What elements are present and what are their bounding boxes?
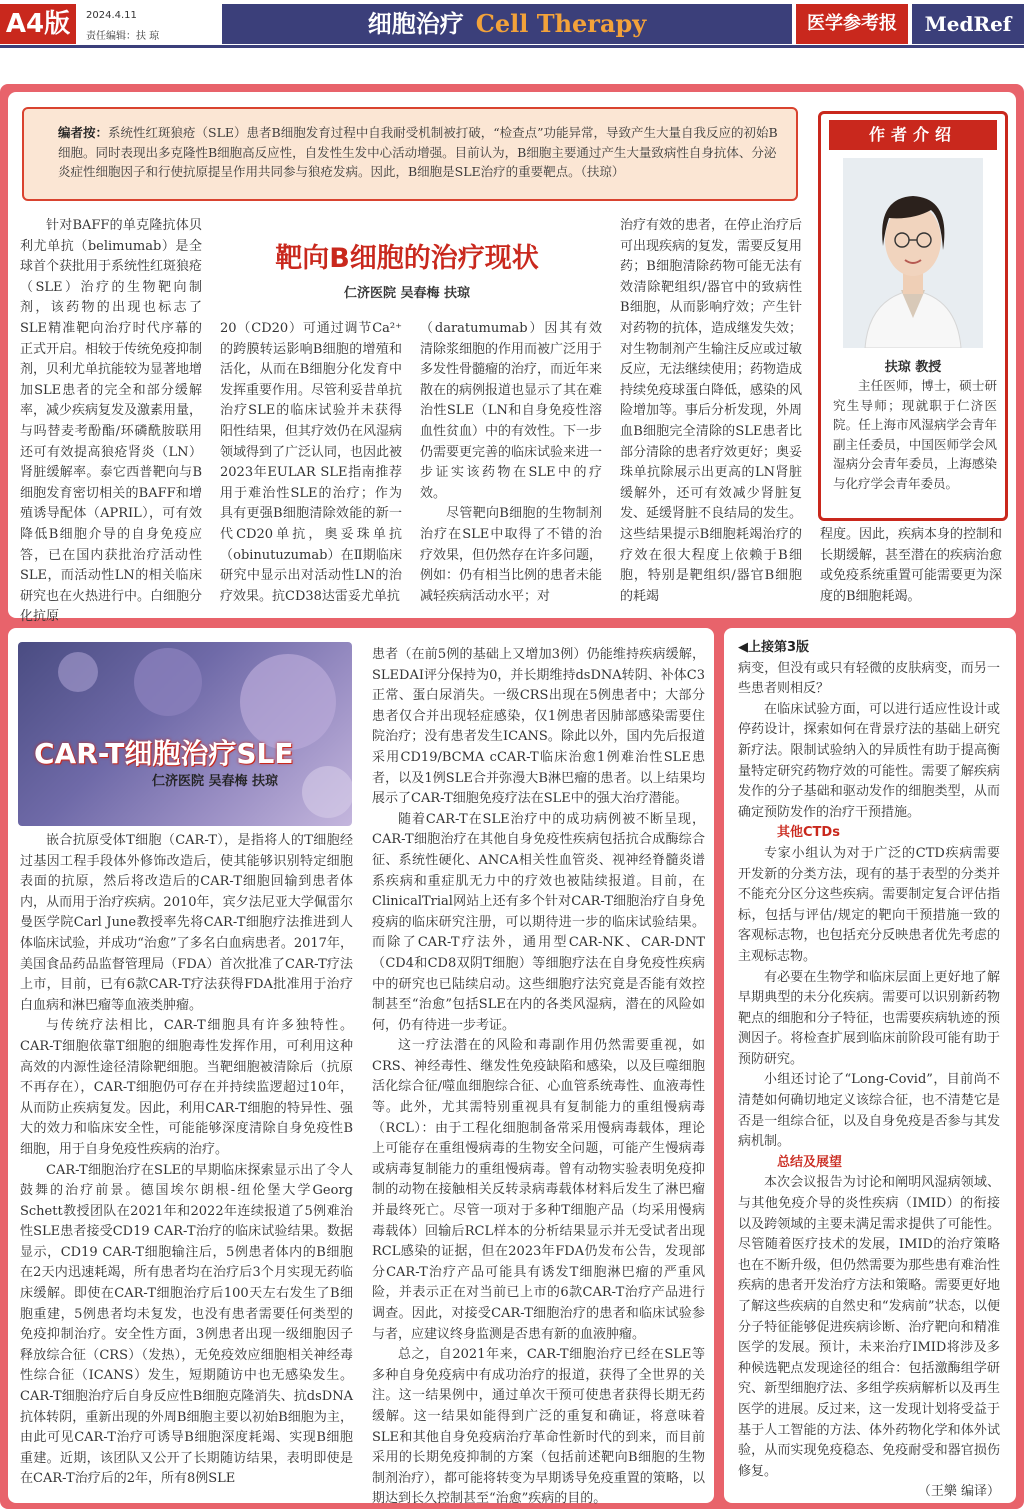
article1-byline: 仁济医院 吴春梅 扶琼 <box>343 286 471 301</box>
section-title <box>222 4 792 44</box>
article1-paragraph: 20（CD20）可通过调节Ca²⁺的跨膜转运影响B细胞的增殖和活化，从而在B细胞分化发育中发挥重要作用。尽管利妥昔单抗治疗SLE的临床试验并未获得阳性结果，但其疗效仍在风湿病领域得到了广泛认同，也因此被2023年EULAR SLE指南推荐用于难治性SLE的治疗；作为具有更强B细胞清除效能的新一代CD20单抗，奥妥珠单抗（obinutuzumab）在Ⅱ期临床研究中显示出对活动性LN的治疗效果。抗CD38达雷妥尤单抗 <box>220 321 403 604</box>
article1-paragraph: （daratumumab）因其有效清除浆细胞的作用而被广泛用于多发性骨髓瘤的治疗，而近年来散在的病例报道也显示了其在难治性SLE（LN和自身免疫性溶血性贫血）中的有效性。下一步仍需要更完善的临床试验来进一步证实该药物在SLE中的疗效。 <box>420 321 603 501</box>
article3-paragraph: 小组还讨论了“Long-Covid”，目前尚不清楚如何确切地定义该综合征，也不清楚它是否是一组综合征，以及自身免疫是否参与其发病机制。 <box>738 1072 1000 1150</box>
article2-paragraph: 患者（在前5例的基础上又增加3例）仍能维持疾病缓解，SLEDAI评分保持为0，并长期维持dsDNA转阴、补体C3正常、蛋白尿消失。一级CRS出现在5例患者中；大部分患者仅合并出现轻症感染，仅1例患者因肺部感染需要住院治疗；没有患者发生ICANS。除此以外，国内先后报道采用CD19/BCMA cCAR-T临床治愈1例难治性SLE患者，以及1例SLE合并弥漫大B淋巴瘤的患者。以上结果均展示了CAR-T细胞免疫疗法在SLE中的强大治疗潜能。 <box>372 647 705 807</box>
edition-label: A4版 <box>0 4 76 44</box>
article2-paragraph: 这一疗法潜在的风险和毒副作用仍然需要重视，如CRS、神经毒性、继发性免疫缺陷和感染，以及巨噬细胞活化综合征/噬血细胞综合征、心血管系统毒性、血液毒性等。此外，尤其需特别重视具有复制能力的重组慢病毒（RCL）：由于工程化细胞制备常采用慢病毒载体，理论上可能存在重组慢病毒的生物安全问题，可能产生慢病毒或病毒复制能力的重组慢病毒。曾有动物实验表明免疫抑制的动物在接触相关反转录病毒载体材料后发生了淋巴瘤并最终死亡。尽管一项对于多种T细胞产品（均采用慢病毒载体）回输后RCL样本的分析结果显示并无受试者出现RCL感染的证据，但在2023年FDA仍发布公告，发现部分CAR-T治疗产品可能具有诱发T细胞淋巴瘤的严重风险，并表示正在对当前已上市的6款CAR-T治疗产品进行调查。因此，对接受CAR-T细胞治疗的患者和临床试验参与者，应建议终身监测是否患有新的血液肿瘤。 <box>372 1038 705 1342</box>
article2-column-2 <box>372 645 705 1509</box>
article1-title: 靶向B细胞的治疗现状 <box>275 243 539 274</box>
author-box-title: 作者介绍 <box>829 120 997 150</box>
article1-column-2 <box>220 319 402 607</box>
article2-paragraph: 与传统疗法相比，CAR-T细胞具有许多独特性。CAR-T细胞依靠T细胞的细胞毒性发挥作用，可利用这种高效的内源性途径清除靶细胞。当靶细胞被清除后（抗原不再存在），CAR-T细胞仍可存在并持续监逻超过10年，从而防止疾病复发。因此，利用CAR-T细胞的特异性、强大的效力和临床安全性，可能能够深度清除自身免疫性B细胞，用于自身免疫性疾病的治疗。 <box>20 1018 353 1157</box>
article2-byline: 仁济医院 吴春梅 扶琼 <box>151 774 279 789</box>
article3-paragraph: 病变，但没有或只有轻微的皮肤病变，而另一些患者则相反？ <box>738 660 1000 697</box>
article2-title: CAR-T细胞治疗SLE <box>34 737 294 770</box>
article1-column-4 <box>620 216 802 607</box>
page-header <box>0 0 1024 48</box>
continued-from-link[interactable]: ◀上接第3版 <box>738 640 810 655</box>
author-box <box>818 111 1008 521</box>
article3-subheading: 其他CTDs <box>777 825 840 841</box>
article1-column-1 <box>20 216 202 628</box>
responsible-editor: 责任编辑：扶 琼 <box>86 31 160 42</box>
article3-column <box>738 638 1000 1503</box>
article1-paragraph: 针对BAFF的单克隆抗体贝利尤单抗（belimumab）是全球首个获批用于系统性红斑狼疮（SLE）治疗的生物靶向制剂，该药物的出现也标志了SLE精准靶向治疗时代序幕的正式开启。相较于传统免疫抑制剂，贝利尤单抗能较为显著地增加SLE患者的完全和部分缓解率，减少疾病复发及激素用量，与吗替麦考酚酯/环磷酰胺联用还可有效提高狼疮肾炎（LN）肾脏缓解率。泰它西普靶向与B细胞发育密切相关的BAFF和增殖诱导配体（APRIL），可有效降低B细胞介导的自身免疫应答，已在国内获批治疗活动性SLE，而活动性LN的相关临床研究也在火热进行中。白细胞分化抗原 <box>20 218 203 625</box>
article1-paragraph: 治疗有效的患者，在停止治疗后可出现疾病的复发，需要反复用药；B细胞清除药物可能无法有效清除靶组织/器官中的致病性B细胞，从而影响疗效；产生针对药物的抗体，造成继发失效；对生物制剂产生输注反应或过敏反应，无法继续使用；药物造成持续免疫球蛋白降低，感染的风险增加等。事后分析发现，外周血B细胞完全清除的SLE患者比部分清除的患者疗效更好；奥妥珠单抗除展示出更高的LN肾脏缓解外，还可有效减少肾脏复发、延缓肾脏不良结局的发生。这些结果提示B细胞耗竭治疗的疗效在很大程度上依赖于B细胞，特别是靶组织/器官B细胞的耗竭 <box>620 218 803 604</box>
article2-paragraph: 嵌合抗原受体T细胞（CAR-T），是指将人的T细胞经过基因工程手段体外修饰改造后，使其能够识别特定细胞表面的抗原，然后将改造后的CAR-T细胞回输到患者体内，从而用于治疗疾病。2010年，宾夕法尼亚大学佩雷尔曼医学院Carl June教授率先将CAR-T细胞疗法推进到人体临床试验，并成功“治愈”了多名白血病患者。2017年，美国食品药品监督管理局（FDA）首次批准了CAR-T疗法上市，目前，已有6款CAR-T疗法获得FDA批准用于治疗白血病和淋巴瘤等血液类肿瘤。 <box>20 833 353 1013</box>
author-portrait-icon <box>843 158 983 348</box>
issue-date: 2024.4.11 <box>86 10 137 21</box>
article3-paragraph: 专家小组认为对于广泛的CTD疾病需要开发新的分类方法，现有的基于表型的分类并不能充分区分这些疾病。需要制定复合评估指标，包括与评估/规定的靶向干预措施一致的客观标志物，也包括充分反映患者优先考虑的主观标志物。 <box>738 845 1000 964</box>
article3-paragraph: 有必要在生物学和临床层面上更好地了解早期典型的未分化疾病。需要可以识别新药物靶点的细胞和分子特征，也需要疾病轨迹的预测因子。将检查扩展到临床前阶段可能有助于预防研究。 <box>738 969 1000 1067</box>
editor-note-text: 系统性红斑狼疮（SLE）患者B细胞发育过程中自我耐受机制被打破，“检查点”功能异常，导致产生大量自我反应的初始B细胞。同时表现出多克隆性B细胞高反应性，自发性生发中心活动增强。目前认为，B细胞主要通过产生大量致病性自身抗体、分泌炎症性细胞因子和行使抗原提呈作用共同参与狼疮发病。因此，B细胞是SLE治疗的重要靶点。（扶琼） <box>58 125 778 179</box>
article1-paragraph: 尽管靶向B细胞的生物制剂治疗在SLE中取得了不错的治疗效果，但仍然存在许多问题，例如：仍有相当比例的患者未能减轻疾病活动水平；对 <box>420 506 603 604</box>
editor-note <box>22 107 798 201</box>
editor-note-label: 编者按： <box>58 125 109 140</box>
article3-paragraph: 在临床试验方面，可以进行适应性设计或停药设计，探索如何在背景疗法的基础上研究新疗法。限制试验纳入的异质性有助于提高衡量特定研究药物疗效的可能性。需要了解疾病发作的分子基础和驱动发作的细胞类型，从而确定预防发作的治疗干预措施。 <box>738 701 1000 820</box>
brand-name-en: MedRef <box>912 4 1024 44</box>
brand-name-cn: 医学参考报 <box>796 4 908 44</box>
article3-subheading: 总结及展望 <box>777 1154 843 1170</box>
article1-column-3 <box>420 319 602 607</box>
article3-signature: （王樂 编译） <box>917 1484 1000 1500</box>
article1-paragraph: 程度。因此，疾病本身的控制和长期缓解，甚至潜在的疾病治愈或免疫系统重置可能需要更为深度的B细胞耗竭。 <box>820 527 1003 604</box>
article2-paragraph: 随着CAR-T在SLE治疗中的成功病例被不断呈现，CAR-T细胞治疗在其他自身免疫性疾病包括抗合成酶综合征、系统性硬化、ANCA相关性血管炎、视神经脊髓炎谱系疾病和重症肌无力中的疗效也被陆续报道。目前，在ClinicalTrial网站上还有多个针对CAR-T细胞治疗自身免疫病的临床研究注册，可以期待进一步的临床试验结果。而除了CAR-T疗法外，通用型CAR-NK、CAR-DNT（CD4和CD8双阴T细胞）等细胞疗法在自身免疫性疾病中的研究也已陆续启动。这些细胞疗法究竟是否能有效控制甚至“治愈”包括SLE在内的各类风湿病，潜在的风险如何，仍有待进一步考证。 <box>372 811 705 1033</box>
article1-column-5 <box>820 525 1002 607</box>
author-bio: 主任医师，博士，硕士研究生导师；现就职于仁济医院。任上海市风湿病学会青年副主任委员，中国医师学会风湿病分会青年委员，上海感染与化疗学会青年委员。 <box>833 378 997 491</box>
cart-hero-image <box>18 642 352 826</box>
author-photo <box>843 158 983 348</box>
section-title-cn: 细胞治疗 <box>367 9 464 38</box>
article3-paragraph: 本次会议报告为讨论和阐明风湿病领域、与其他免疫介导的炎性疾病（IMID）的衔接以及跨领域的主要未满足需求提供了可能性。尽管随着医疗技术的发展，IMID的治疗策略也在不断升级，但仍然需要为那些患有难治性疾病的患者开发治疗方法和策略。需要更好地了解这些疾病的自然史和“发病前”状态，以便分子特征能够促进疾病诊断、治疗靶向和精准医学的发展。预计，未来治疗IMID将涉及多种候选靶点发现途径的组合：包括激酶组学研究、新型细胞疗法、多组学疾病解析以及再生医学的进展。反过来，这一发现计划将受益于基于人工智能的方法、体外药物化学和体外试验，从而实现免疫稳态、免疫耐受和器官损伤修复。 <box>738 1175 1000 1479</box>
section-title-en: Cell Therapy <box>475 9 647 38</box>
article2-paragraph: CAR-T细胞治疗在SLE的早期临床探索显示出了令人鼓舞的治疗前景。德国埃尔朗根-纽伦堡大学Georg Schett教授团队在2021年和2022年连续报道了5例难治性SLE患者接受CD19 CAR-T治疗的临床试验结果。数据显示，CD19 CAR-T细胞输注后，5例患者体内的B细胞在2天内迅速耗竭，所有患者均在治疗后3个月实现无药临床缓解。即使在CAR-T细胞治疗后100天左右发生了B细胞重建，5例患者均未复发，也没有患者需要任何类型的免疫抑制治疗。安全性方面，3例患者出现一级细胞因子释放综合征（CRS）（发热），无免疫效应细胞相关神经毒性综合征（ICANS）发生，短期随访中也无感染发生。CAR-T细胞治疗后自身反应性B细胞克隆消失、抗dsDNA抗体转阴，重新出现的外周B细胞主要以初始B细胞为主，由此可见CAR-T治疗可诱导B细胞深度耗竭、实现B细胞重建。近期，该团队又公开了长期随访结果，表明即使是在CAR-T治疗后的2年，所有8例SLE <box>20 1162 353 1487</box>
article2-column-1 <box>20 831 353 1490</box>
author-name: 扶琼 教授 <box>884 360 942 375</box>
article2-paragraph: 总之，自2021年来，CAR-T细胞治疗已经在SLE等多种自身免疫病中有成功治疗的报道，获得了全世界的关注。这一结果例中，通过单次干预可使患者获得长期无药缓解。这一结果如能得到广泛的重复和确证，将意味着SLE和其他自身免疫病治疗革命性新时代的到来，而目前采用的长期免疫抑制的方案（包括前述靶向B细胞的生物制剂治疗），都可能将转变为早期诱导免疫重置的策略，以期达到长久控制甚至“治愈”疾病的目的。 <box>372 1347 705 1507</box>
